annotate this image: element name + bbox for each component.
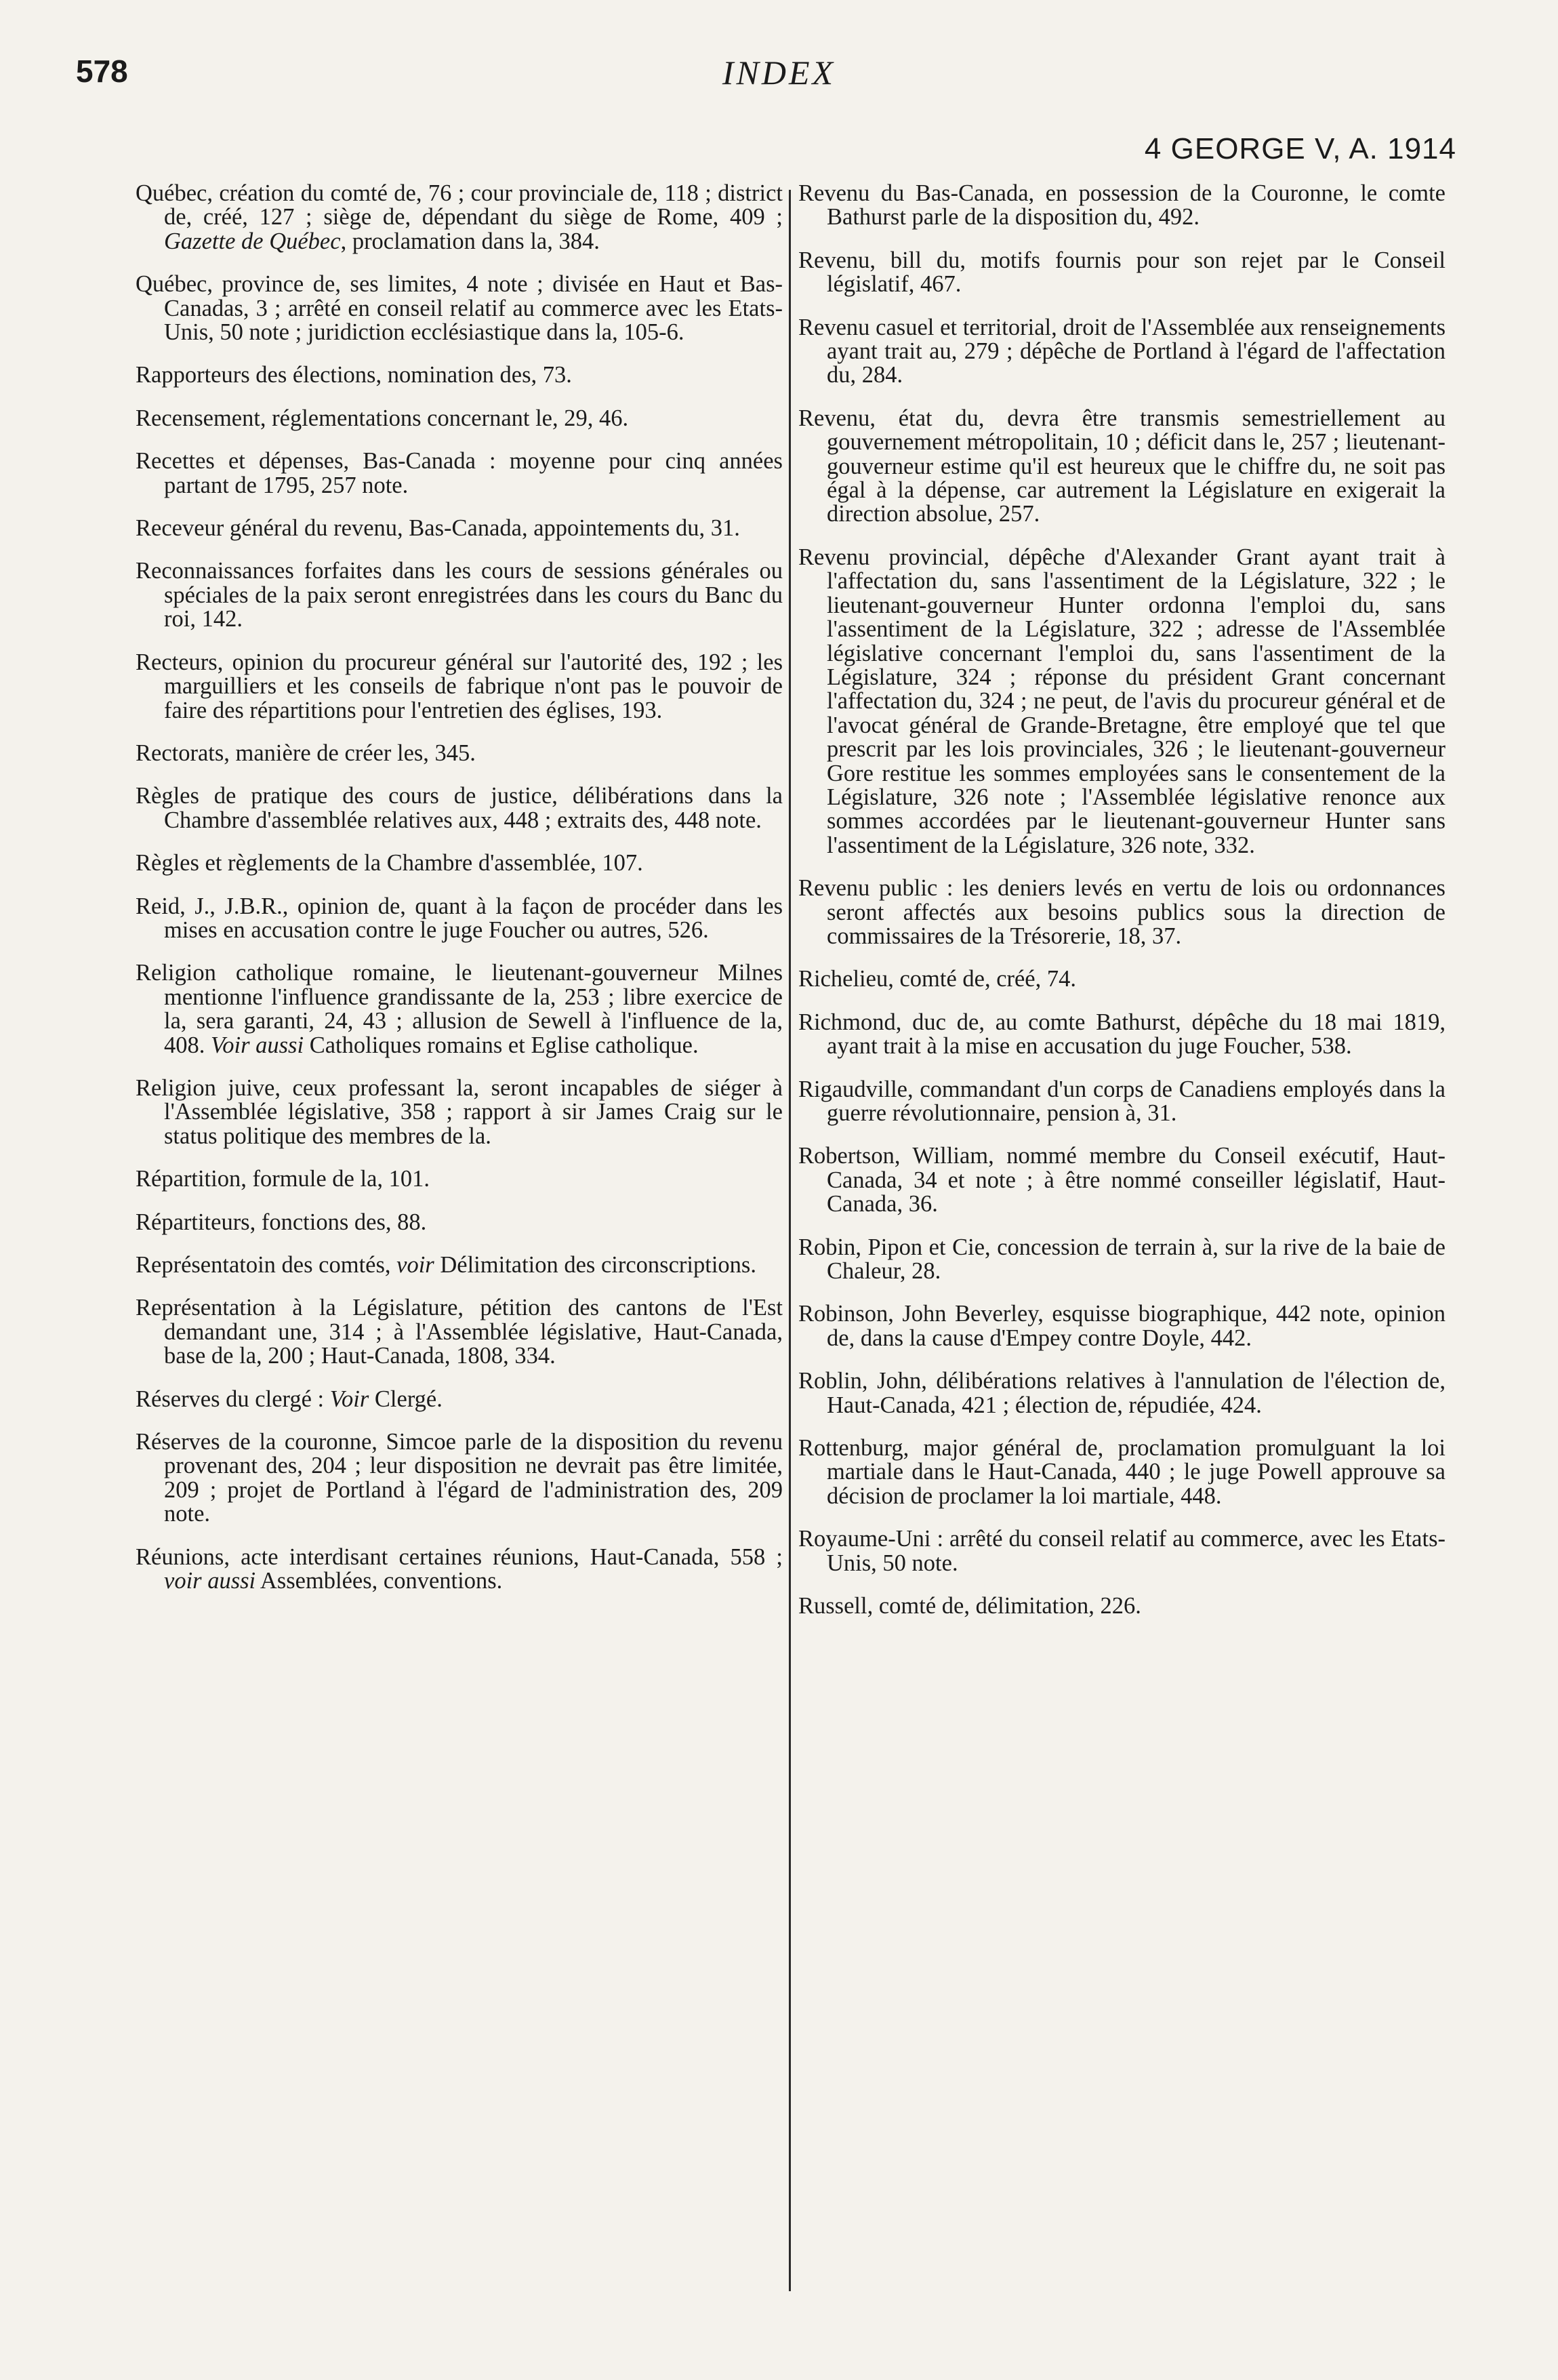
session-label: 4 GEORGE V, A. 1914 [1144, 132, 1456, 165]
index-entry: Religion juive, ceux professant la, seront incapables de siéger à l'Assemblée législative, 358 ; rapport à sir James Craig sur le status politique des membres de la. [136, 1074, 783, 1149]
index-entry: Recettes et dépenses, Bas-Canada : moyenne pour cinq années partant de 1795, 257 note. [136, 448, 783, 498]
index-entry: Réserves du clergé : Voir Clergé. [136, 1386, 443, 1412]
index-entry: Réserves de la couronne, Simcoe parle de la disposition du revenu provenant des, 204 ; leur disposition ne devrait pas être limitée, 209 ; projet de Portland à l'égard de l'administration des, 209 note. [136, 1429, 783, 1527]
index-entry: Québec, création du comté de, 76 ; cour provinciale de, 118 ; district de, créé, 127 ; siège de, dépendant du siège de Rome, 409 ; Gazette de Québec, proclamation dans la, 384. [136, 180, 783, 254]
index-entry: Receveur général du revenu, Bas-Canada, appointements du, 31. [136, 515, 740, 542]
index-entry: Rottenburg, major général de, proclamation promulguant la loi martiale dans le Haut-Canada, 440 ; le juge Powell approuve sa décision de proclamer la loi martiale, 448. [798, 1435, 1446, 1509]
index-entry: Robin, Pipon et Cie, concession de terrain à, sur la rive de la baie de Chaleur, 28. [798, 1234, 1446, 1285]
index-entry: Revenu, état du, devra être transmis semestriellement au gouvernement métropolitain, 10 ; déficit dans le, 257 ; lieutenant-gouverneur estime qu'il est heureux que le chiffre du, ne soit pas égal à la dépense, car autrement la Législature en exigerait la direction absolue, 257. [798, 405, 1446, 527]
column-divider [789, 190, 791, 2291]
index-entry: Richelieu, comté de, créé, 74. [798, 966, 1076, 992]
index-entry: Revenu provincial, dépêche d'Alexander Grant ayant trait à l'affectation du, sans l'assentiment de la Législature, 322 ; le lieutenant-gouverneur Hunter ordonna l'emploi du, sans l'assentiment de la Législature, 322 ; adresse de l'Assemblée législative concernant l'emploi du, sans l'assentiment de la Législature, 324 ; réponse du président Grant concernant l'affectation du, 324 ; ne peut, de l'avis du procureur général et de l'avocat général de Grande-Bretagne, être employé que tel que prescrit par les lois provinciales, 326 ; le lieutenant-gouverneur Gore restitue les sommes employées sans le consentement de la Législature, 326 note ; l'Assemblée législative renonce aux sommes accordées par le lieutenant-gouverneur Hunter sans l'assentiment de la Législature, 326 note, 332. [798, 544, 1446, 858]
index-entry: Reconnaissances forfaites dans les cours de sessions générales ou spéciales de la paix seront enregistrées dans les cours du Banc du roi, 142. [136, 558, 783, 632]
index-entry: Règles de pratique des cours de justice, délibérations dans la Chambre d'assemblée relatives aux, 448 ; extraits des, 448 note. [136, 783, 783, 833]
index-entry: Revenu public : les deniers levés en vertu de lois ou ordonnances seront affectés aux besoins publics sous la direction de commissaires de la Trésorerie, 18, 37. [798, 875, 1446, 949]
index-entry: Robertson, William, nommé membre du Conseil exécutif, Haut-Canada, 34 et note ; à être nommé conseiller législatif, Haut-Canada, 36. [798, 1143, 1446, 1217]
index-entry: Reid, J., J.B.R., opinion de, quant à la façon de procéder dans les mises en accusation contre le juge Foucher ou autres, 526. [136, 893, 783, 943]
index-entry: Réunions, acte interdisant certaines réunions, Haut-Canada, 558 ; voir aussi Assemblées, conventions. [136, 1544, 783, 1594]
index-entry: Royaume-Uni : arrêté du conseil relatif au commerce, avec les Etats-Unis, 50 note. [798, 1526, 1446, 1576]
running-title: INDEX [722, 54, 836, 92]
index-entry: Rigaudville, commandant d'un corps de Canadiens employés dans la guerre révolutionnaire, pension à, 31. [798, 1076, 1446, 1126]
index-entry: Règles et règlements de la Chambre d'assemblée, 107. [136, 850, 643, 876]
index-entry: Recensement, réglementations concernant le, 29, 46. [136, 405, 629, 431]
index-entry: Revenu du Bas-Canada, en possession de la Couronne, le comte Bathurst parle de la disposition du, 492. [798, 180, 1446, 230]
index-entry: Rapporteurs des élections, nomination des, 73. [136, 362, 572, 388]
page-number: 578 [76, 54, 128, 89]
index-entry: Russell, comté de, délimitation, 226. [798, 1593, 1141, 1619]
index-entry: Richmond, duc de, au comte Bathurst, dépêche du 18 mai 1819, ayant trait à la mise en accusation du juge Foucher, 538. [798, 1009, 1446, 1060]
index-entry: Rectorats, manière de créer les, 345. [136, 740, 476, 766]
page-header [69, 53, 1489, 100]
index-entry: Représentatoin des comtés, voir Délimitation des circonscriptions. [136, 1252, 756, 1278]
index-entry: Recteurs, opinion du procureur général sur l'autorité des, 192 ; les marguilliers et les conseils de fabrique n'ont pas le pouvoir de faire des répartitions pour l'entretien des églises, 193. [136, 649, 783, 723]
index-entry: Québec, province de, ses limites, 4 note ; divisée en Haut et Bas-Canadas, 3 ; arrêté en conseil relatif au commerce avec les Etats-Unis, 50 note ; juridiction ecclésiastique dans la, 105-6. [136, 271, 783, 346]
index-entry: Robinson, John Beverley, esquisse biographique, 442 note, opinion de, dans la cause d'Empey contre Doyle, 442. [798, 1301, 1446, 1351]
index-entry: Représentation à la Législature, pétition des cantons de l'Est demandant une, 314 ; à l'Assemblée législative, Haut-Canada, base de la, 200 ; Haut-Canada, 1808, 334. [136, 1295, 783, 1369]
index-columns [136, 180, 1446, 2317]
left-column [136, 182, 783, 2317]
index-entry: Roblin, John, délibérations relatives à l'annulation de l'élection de, Haut-Canada, 421 ; élection de, répudiée, 424. [798, 1368, 1446, 1418]
index-entry: Revenu casuel et territorial, droit de l'Assemblée aux renseignements ayant trait au, 279 ; dépêche de Portland à l'égard de l'affectation du, 284. [798, 314, 1446, 388]
right-column [798, 182, 1446, 2317]
index-entry: Répartition, formule de la, 101. [136, 1166, 430, 1192]
index-entry: Revenu, bill du, motifs fournis pour son rejet par le Conseil législatif, 467. [798, 247, 1446, 298]
index-entry: Religion catholique romaine, le lieutenant-gouverneur Milnes mentionne l'influence grandissante de la, 253 ; libre exercice de la, sera garanti, 24, 43 ; allusion de Sewell à l'influence de la, 408. Voir aussi Catholiques romains et Eglise catholique. [136, 960, 783, 1058]
index-entry: Répartiteurs, fonctions des, 88. [136, 1209, 427, 1235]
